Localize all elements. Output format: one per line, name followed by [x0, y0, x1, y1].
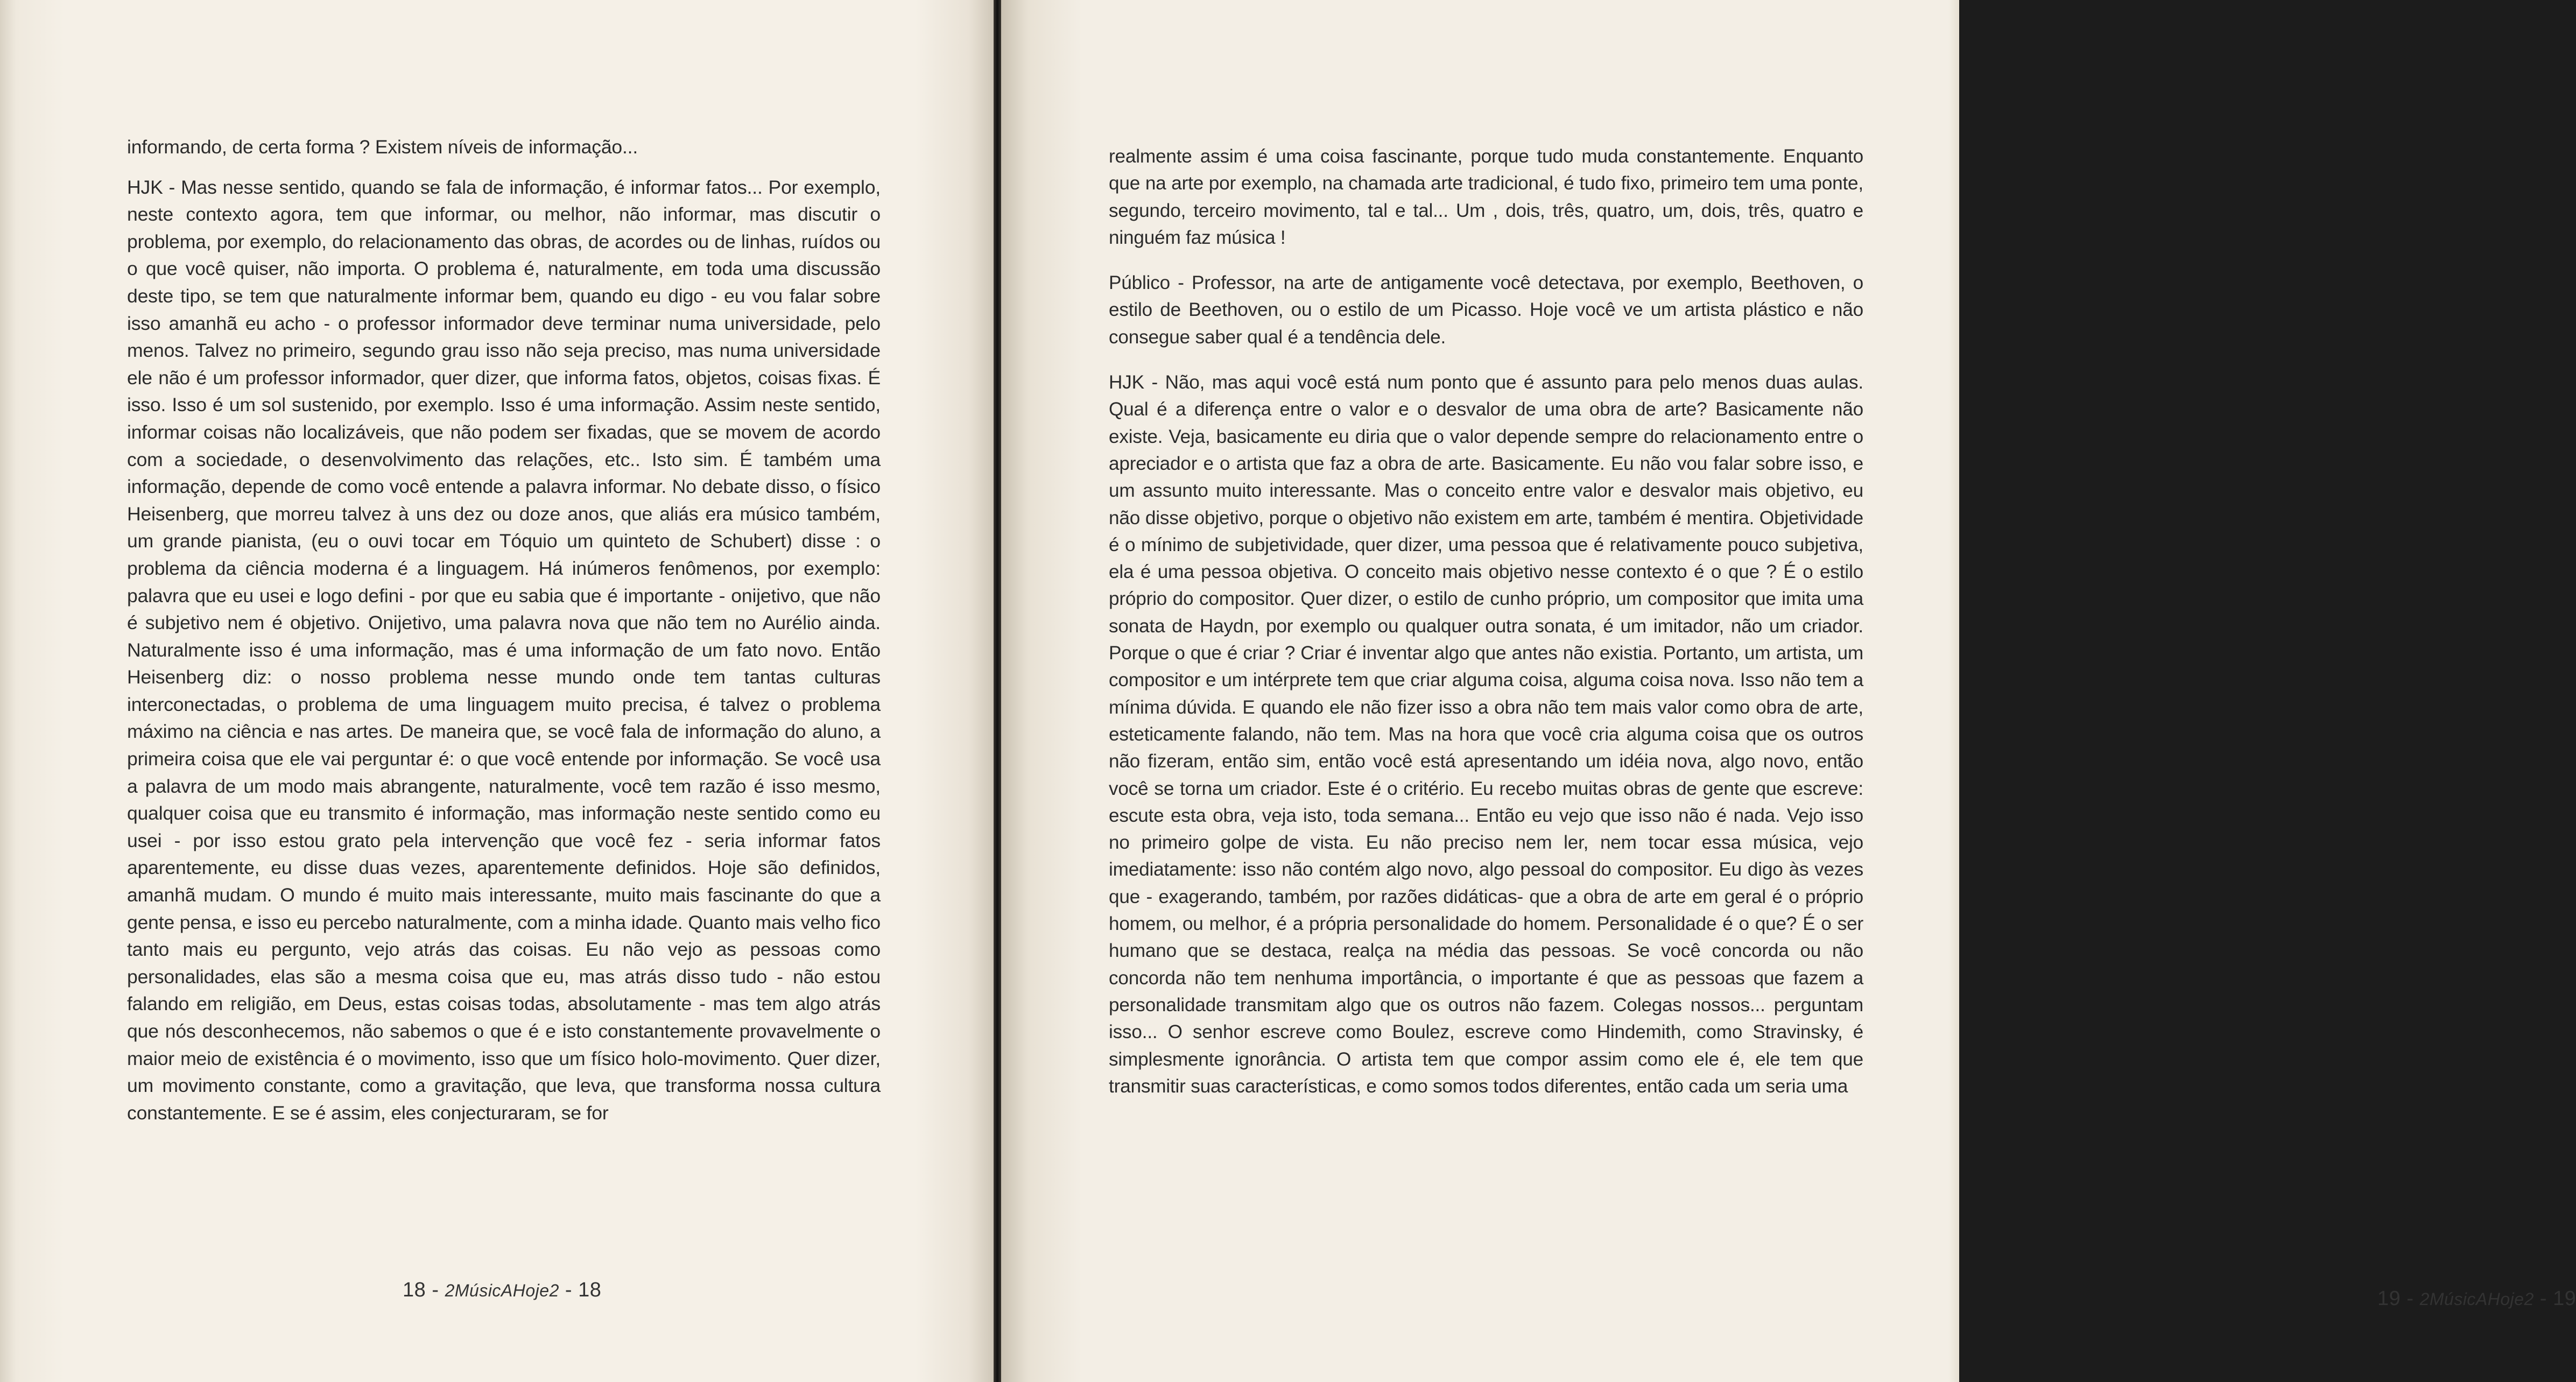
left-page-footer — [403, 1279, 601, 1302]
right-page-number-start: 19 — [2377, 1287, 2401, 1310]
left-page — [0, 0, 994, 1382]
right-paragraph-3: HJK - Não, mas aqui você está num ponto que é assunto para pelo menos duas aulas. Qual é a diferença entre o valor e o desvalor de uma obra de arte? Basicamente não existe. Veja, basicamente eu diria que o valor depende sempre do relacionamento entre o apreciador e o artista que faz a obra de arte. Basicamente. Eu não vou falar sobre isso, e um assunto muito interessante. Mas o conceito entre valor e desvalor mais objetivo, eu não disse objetivo, porque o objetivo não existem em arte, também é mentira. Objetividade é o mínimo de subjetividade, quer dizer, uma pessoa que é relativamente pouco subjetiva, ela é uma pessoa objetiva. O conceito mais objetivo nesse contexto é o que ? É o estilo próprio do compositor. Quer dizer, o estilo de cunho próprio, um compositor que imita uma sonata de Haydn, por exemplo ou qualquer outra sonata, é um imitador, não um criador. Porque o que é criar ? Criar é inventar algo que antes não existia. Portanto, um artista, um compositor e um intérprete tem que criar alguma coisa, alguma coisa nova. Isso não tem a mínima dúvida. E quando ele não fizer isso a obra não tem mais valor como obra de arte, esteticamente falando, não tem. Mas na hora que você cria alguma coisa que os outros não fizeram, então sim, então você está apresentando um idéia nova, algo novo, então você se torna um criador. Este é o critério. Eu recebo muitas obras de gente que escreve: escute esta obra, veja isto, toda semana... Então eu vejo que isso não é nada. Vejo isso no primeiro golpe de vista. Eu não preciso nem ler, nem tocar essa música, vejo imediatamente: isso não contém algo novo, algo pessoal do compositor. Eu digo às vezes que - exagerando, também, por razões didáticas- que a obra de arte em geral é o próprio homem, ou melhor, é a própria personalidade do homem. Personalidade é o que? É o ser humano que se destaca, realça na média das pessoas. Se você concorda ou não concorda não tem nenhuma importância, o importante é que as pessoas que fazem a personalidade transmitam algo que os outros não fazem. Colegas nossos... perguntam isso... O senhor escreve como Boulez, escreve como Hindemith, como Stravinsky, é simplesmente ignorância. O artista tem que compor assim como ele é, ele tem que transmitir suas características, e como somos todos diferentes, então cada um seria uma — [1109, 372, 1863, 1097]
folio-separator: - — [426, 1279, 445, 1301]
right-page-text — [1109, 143, 1863, 1118]
right-paragraph-1: realmente assim é uma coisa fascinante, porque tudo muda constantemente. Enquanto que na arte por exemplo, na chamada arte tradicional, é tudo fixo, primeiro tem uma ponte, segundo, terceiro movimento, tal e tal... Um , dois, três, quatro, um, dois, três, quatro e ninguém faz música ! — [1109, 146, 1863, 248]
left-page-text — [127, 133, 881, 1139]
publication-title: 2MúsicAHoje2 — [2419, 1289, 2534, 1309]
left-paragraph-1: informando, de certa forma ? Existem níveis de informação... — [127, 136, 638, 158]
left-paragraph-2: HJK - Mas nesse sentido, quando se fala de informação, é informar fatos... Por exemplo, neste contexto agora, tem que informar, ou melhor, não informar, mas discutir o problema, por exemplo, do relacionamento das obras, de acordes ou de linhas, ruídos ou o que você quiser, não importa. O problema é, naturalmente, em toda uma discussão deste tipo, se tem que naturalmente informar bem, quando eu digo - eu vou falar sobre isso amanhã eu acho - o professor informador deve terminar numa universidade, pelo menos. Talvez no primeiro, segundo grau isso não seja preciso, mas numa universidade ele não é um professor informador, quer dizer, que informa fatos, objetos, coisas fixas. É isso. Isso é um sol sustenido, por exemplo. Isso é uma informação. Assim neste sentido, informar coisas não localizáveis, que não podem ser fixadas, que se movem de acordo com a sociedade, o desenvolvimento das relações, etc.. Isto sim. É também uma informação, depende de como você entende a palavra informar. No debate disso, o físico Heisenberg, que morreu talvez à uns dez ou doze anos, que aliás era músico também, um grande pianista, (eu o ouvi tocar em Tóquio um quinteto de Schubert) disse : o problema da ciência moderna é a linguagem. Há inúmeros fenômenos, por exemplo: palavra que eu usei e logo defini - por que eu sabia que é importante - onijetivo, que não é subjetivo nem é objetivo. Onijetivo, uma palavra nova que não tem no Aurélio ainda. Naturalmente isso é uma informação, mas é uma informação de um fato novo. Então Heisenberg diz: o nosso problema nesse mundo onde tem tantas culturas interconectadas, o problema de uma linguagem muito precisa, é talvez o problema máximo na ciência e nas artes. De maneira que, se você fala de informação do aluno, a primeira coisa que ele vai perguntar é: o que você entende por informação. Se você usa a palavra de um modo mais abrangente, naturalmente, você tem razão é isso mesmo, qualquer coisa que eu transmito é informação, mas informação neste sentido como eu usei - por isso estou grato pela intervenção que você fez - seria informar fatos aparentemente, eu disse duas vezes, aparentemente definidos. Hoje são definidos, amanhã mudam. O mundo é muito mais interessante, muito mais fascinante do que a gente pensa, e isso eu percebo naturalmente, com a minha idade. Quanto mais velho fico tanto mais eu pergunto, vejo atrás das coisas. Eu não vejo as pessoas como personalidades, elas são a mesma coisa que eu, mas atrás disso tudo - não estou falando em religião, em Deus, estas coisas todas, absolutamente - mas tem algo atrás que nós desconhecemos, não sabemos o que é e isto constantemente provavelmente o maior meio de existência é o movimento, isso que um físico holo-movimento. Quer dizer, um movimento constante, como a gravitação, que leva, que transforma nossa cultura constantemente. E se é assim, eles conjecturaram, se for — [127, 176, 881, 1124]
right-paragraph-2: Público - Professor, na arte de antigamente você detectava, por exemplo, Beethoven, o estilo de Beethoven, ou o estilo de um Picasso. Hoje você ve um artista plástico e não consegue saber qual é a tendência dele. — [1109, 272, 1863, 348]
right-page-footer — [2377, 1287, 2576, 1310]
left-page-number-start: 18 — [403, 1279, 426, 1301]
right-page-number-end: 19 — [2553, 1287, 2576, 1310]
folio-separator: - — [2533, 1287, 2553, 1310]
folio-separator: - — [559, 1279, 579, 1301]
book-gutter — [994, 0, 1001, 1382]
publication-title: 2MúsicAHoje2 — [445, 1281, 559, 1300]
right-page — [1001, 0, 2576, 1382]
left-page-number-end: 18 — [578, 1279, 602, 1301]
folio-separator: - — [2401, 1287, 2420, 1310]
